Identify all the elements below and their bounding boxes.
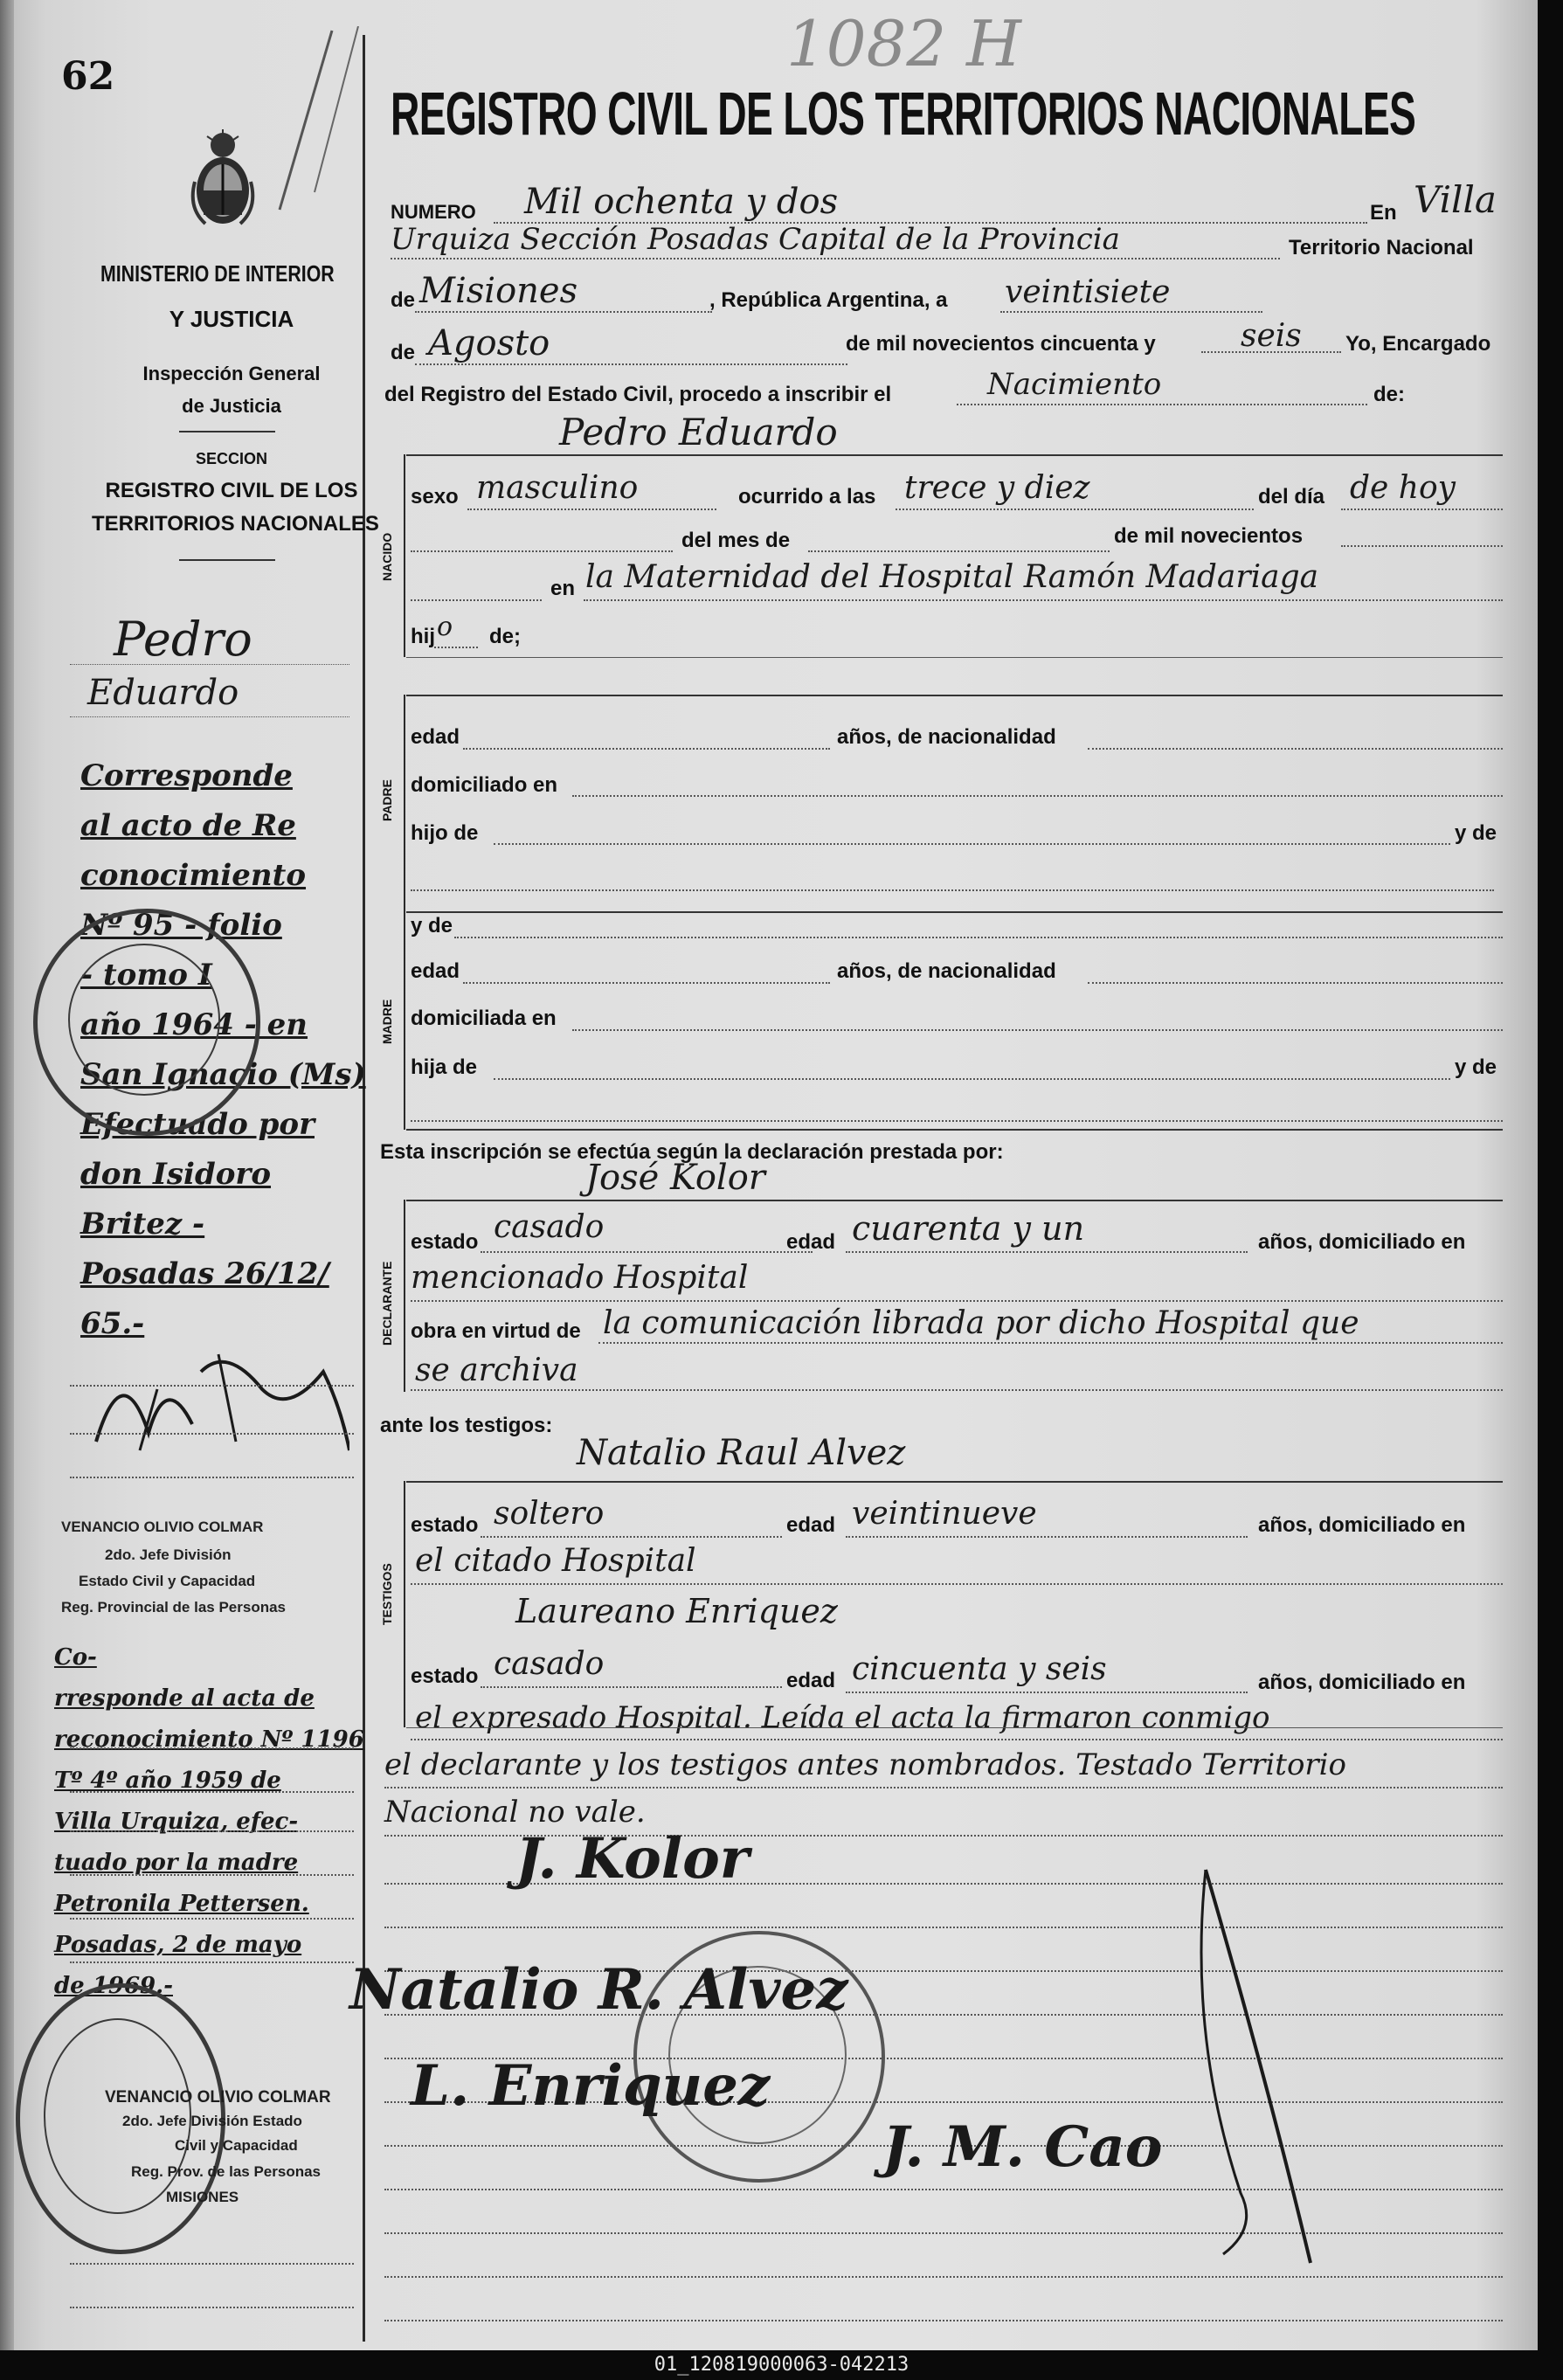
t1-edad-label: edad <box>786 1513 836 1537</box>
margin-note-line: 65.- <box>80 1306 145 1341</box>
nacido-side-label: NACIDO <box>380 532 394 581</box>
section-name-2: TERRITORIOS NACIONALES <box>92 512 379 536</box>
margin-rule <box>70 716 349 717</box>
margin-note-line: rresponde al acta de <box>54 1685 315 1712</box>
hij-line <box>434 647 478 648</box>
t2-edad-label: edad <box>786 1669 836 1692</box>
testigo-1-name: Natalio Raul Alvez <box>577 1433 906 1473</box>
numero-label: NUMERO <box>391 201 476 223</box>
mes-line-2 <box>808 550 1110 552</box>
decl-obra-label: obra en virtud de <box>411 1319 581 1343</box>
testigos-side-label: TESTIGOS <box>380 1563 394 1625</box>
acto-line <box>957 404 1367 405</box>
decl-obra-line-2 <box>411 1389 1503 1391</box>
decl-edad-label: edad <box>786 1230 836 1254</box>
margin-ruled-line <box>70 1477 354 1478</box>
padre-domicilio-line <box>572 795 1503 797</box>
mil-label-2: de mil novecientos <box>1114 524 1304 548</box>
nombre-value: Pedro Eduardo <box>559 411 838 453</box>
sexo-line <box>467 509 716 510</box>
margin-rule <box>179 559 275 561</box>
book-binding <box>0 0 14 2350</box>
inspection-name-2: de Justicia <box>182 395 281 417</box>
signature-ruled-line <box>384 2320 1503 2321</box>
margin-note-line: San Ignacio (Ms) <box>80 1057 366 1092</box>
stamp-1-line3: Estado Civil y Capacidad <box>79 1573 256 1589</box>
t2-estado-line <box>481 1686 782 1688</box>
margin-ruled-line <box>70 1874 354 1876</box>
section-rule <box>406 1200 1503 1201</box>
madre-hija-label: hija de <box>411 1055 478 1079</box>
section-rule <box>406 695 1503 696</box>
de-value: Misiones <box>419 271 578 311</box>
margin-note-line: Co- <box>54 1644 97 1671</box>
margin-signature-1 <box>87 1337 349 1468</box>
section-rule <box>406 657 1503 658</box>
territorio-label: Territorio Nacional <box>1289 236 1474 259</box>
padre-nac-line <box>1088 748 1503 750</box>
madre-anios-label: años, de nacionalidad <box>837 959 1056 983</box>
blank-line <box>1341 545 1503 547</box>
section-rule <box>406 454 1503 456</box>
del-mes-label: del mes de <box>681 529 791 552</box>
section-rule <box>406 911 1503 913</box>
blank-line <box>411 599 542 601</box>
signature-3: L. Enriquez <box>411 2053 771 2119</box>
margin-note-line: conocimiento <box>80 858 307 893</box>
section-name: REGISTRO CIVIL DE LOS <box>105 479 358 502</box>
madre-domicilio-line <box>572 1029 1503 1031</box>
madre-blank-line <box>411 1120 1503 1122</box>
declaracion-label: Esta inscripción se efectúa según la declaración prestada por: <box>380 1140 1004 1164</box>
margin-note-line: Posadas, 2 de mayo <box>54 1932 302 1958</box>
margin-note-line: don Isidoro <box>80 1157 272 1192</box>
margin-ruled-line <box>70 1747 354 1749</box>
testigos-bracket <box>404 1481 405 1727</box>
stamp-2-line2: 2do. Jefe División Estado <box>122 2113 302 2129</box>
section-label: SECCION <box>195 450 267 467</box>
margin-ruled-line <box>70 1918 354 1920</box>
numero-value: Mil ochenta y dos <box>524 182 839 222</box>
lugar-line <box>584 599 1503 601</box>
cierre-1: el declarante y los testigos antes nombrados. Testado Territorio <box>384 1747 1347 1782</box>
decl-obra-line <box>598 1342 1503 1344</box>
padre-bracket <box>404 695 405 913</box>
t1-edad-value: veintinueve <box>852 1496 1037 1532</box>
margin-ruled-line <box>70 1791 354 1793</box>
anio-value: seis <box>1241 318 1302 354</box>
de2-label: de <box>391 341 416 364</box>
decl-estado-label: estado <box>411 1230 479 1254</box>
dia-value: veintisiete <box>1005 274 1171 310</box>
margin-note-line: - tomo I <box>80 958 212 993</box>
signature-1: J. Kolor <box>515 1826 750 1892</box>
mil-label: de mil novecientos cincuenta y <box>846 332 1156 356</box>
en-value: Villa <box>1414 178 1497 221</box>
t1-estado-value: soltero <box>494 1496 605 1532</box>
t2-estado-value: casado <box>494 1646 605 1682</box>
margin-note-line: reconocimiento Nº 1196 <box>54 1726 364 1753</box>
madre-domicilio-label: domiciliada en <box>411 1007 557 1030</box>
madre-hija-line <box>494 1078 1450 1080</box>
testigos-intro-label: ante los testigos: <box>380 1414 553 1437</box>
dia-value-2: de hoy <box>1350 470 1456 506</box>
section-rule <box>406 1481 1503 1483</box>
pencil-note: 1082 H <box>786 7 1021 80</box>
page-number: 62 <box>61 54 115 99</box>
del-dia-label: del día <box>1258 485 1325 509</box>
madre-edad-line <box>463 982 830 984</box>
padre-domicilio-label: domiciliado en <box>411 773 558 797</box>
signature-2: Natalio R. Alvez <box>349 1957 848 2023</box>
margin-note-line: tuado por la madre <box>54 1850 299 1876</box>
margin-note-line: Britez - <box>80 1207 205 1242</box>
margin-note-line: de 1969.- <box>54 1973 173 1999</box>
padre-anios-label: años, de nacionalidad <box>837 725 1056 749</box>
padre-yde-label: y de <box>1455 821 1497 845</box>
padre-yde-line <box>411 889 1494 891</box>
stamp-2-name: VENANCIO OLIVIO COLMAR <box>105 2088 331 2107</box>
decl-edad-value: cuarenta y un <box>852 1209 1085 1248</box>
hij-value: o <box>437 612 453 642</box>
stamp-2-line5: MISIONES <box>166 2189 239 2205</box>
ministry-name-2: Y JUSTICIA <box>169 306 294 332</box>
en-label: En <box>1370 201 1397 225</box>
padre-side-label: PADRE <box>380 779 394 821</box>
stamp-1-line4: Reg. Provincial de las Personas <box>61 1599 287 1615</box>
decl-estado-line <box>481 1251 813 1253</box>
margin-note-line: Efectuado por <box>80 1107 315 1142</box>
madre-side-label: MADRE <box>380 999 394 1044</box>
image-id-footer: 01_120819000063-042213 <box>0 2350 1563 2380</box>
decl-anios-label: años, domiciliado en <box>1258 1230 1466 1254</box>
decl-obra-value-2: se archiva <box>415 1353 578 1388</box>
t2-edad-value: cincuenta y seis <box>852 1651 1107 1687</box>
madre-edad-label: edad <box>411 959 460 983</box>
margin-note-line: año 1964 - en <box>80 1007 308 1042</box>
t2-domicilio-value: el expresado Hospital. Leída el acta la firmaron conmigo <box>415 1700 1270 1735</box>
cierre-line-1 <box>384 1787 1503 1788</box>
republica-label: , República Argentina, a <box>709 288 948 312</box>
ministry-name: MINISTERIO DE INTERIOR <box>100 260 335 287</box>
hora-value: trece y diez <box>904 470 1090 506</box>
margin-ruled-line <box>70 1385 354 1387</box>
t1-domicilio-value: el citado Hospital <box>415 1543 696 1579</box>
decl-domicilio-line <box>411 1300 1503 1302</box>
hij-de-label: de; <box>489 625 521 648</box>
en-label-2: en <box>550 577 576 600</box>
stamp-2-line4: Reg. Prov. de las Personas <box>131 2163 321 2180</box>
t1-estado-label: estado <box>411 1513 479 1537</box>
page-title: REGISTRO CIVIL DE LOS TERRITORIOS NACIONALES <box>391 80 1416 148</box>
decl-domicilio-value: mencionado Hospital <box>411 1260 749 1296</box>
hora-line <box>896 509 1254 510</box>
t1-estado-line <box>481 1536 782 1538</box>
decl-edad-line <box>846 1251 1248 1253</box>
locality-line <box>391 258 1280 259</box>
de-line <box>415 311 712 313</box>
margin-ruled-line <box>70 2263 354 2265</box>
margin-note-line: Posadas 26/12/ <box>80 1256 329 1291</box>
margin-note-line: al acto de Re <box>80 808 296 843</box>
t1-anios-label: años, domiciliado en <box>1258 1513 1466 1537</box>
margin-rule <box>179 431 275 432</box>
blank-line <box>411 550 673 552</box>
declarante-name: José Kolor <box>585 1158 765 1198</box>
dia-line <box>1000 311 1262 313</box>
section-rule <box>406 1727 1503 1728</box>
t1-domicilio-line <box>411 1583 1503 1585</box>
ocurrido-label: ocurrido a las <box>738 485 876 509</box>
padre-hijo-line <box>494 843 1450 845</box>
acto-value: Nacimiento <box>987 367 1162 402</box>
margin-name-1: Pedro <box>114 612 252 667</box>
madre-yde-label: y de <box>411 914 453 937</box>
testigo-2-name: Laureano Enriquez <box>515 1592 838 1630</box>
padre-hijo-label: hijo de <box>411 821 479 845</box>
madre-yde2-label: y de <box>1455 1055 1497 1079</box>
decl-obra-value: la comunicación librada por dicho Hospital que <box>603 1305 1359 1341</box>
mes-line <box>415 363 847 365</box>
margin-note-line: Villa Urquiza, efec- <box>54 1809 299 1835</box>
sexo-label: sexo <box>411 485 459 509</box>
stamp-1-name: VENANCIO OLIVIO COLMAR <box>61 1519 264 1535</box>
section-rule <box>406 1129 1503 1131</box>
official-stamp-1-inner <box>68 944 220 1096</box>
t1-edad-line <box>846 1536 1248 1538</box>
signature-ruled-line <box>384 2276 1503 2278</box>
decl-estado-value: casado <box>494 1209 605 1245</box>
mes-value: Agosto <box>428 323 550 363</box>
margin-ruled-line <box>70 1433 354 1435</box>
sexo-value: masculino <box>476 470 639 506</box>
t2-domicilio-line <box>411 1739 1503 1740</box>
margin-rule <box>70 664 349 665</box>
madre-nac-line <box>1088 982 1503 984</box>
de3-label: de: <box>1373 383 1405 406</box>
registro-label: del Registro del Estado Civil, procedo a inscribir el <box>384 383 892 406</box>
padre-edad-label: edad <box>411 725 460 749</box>
hij-label: hij <box>411 625 435 648</box>
margin-ruled-line <box>70 1830 354 1832</box>
t2-estado-label: estado <box>411 1664 479 1688</box>
signature-4: J. M. Cao <box>882 2114 1163 2180</box>
nacido-bracket <box>404 454 405 657</box>
declarante-bracket <box>404 1200 405 1392</box>
de-label: de <box>391 288 416 312</box>
locality-value: Urquiza Sección Posadas Capital de la Provincia <box>391 222 1120 257</box>
t2-edad-line <box>846 1692 1248 1693</box>
cierre-2: Nacional no vale. <box>384 1795 646 1830</box>
margin-note-line: Petronila Pettersen. <box>54 1891 309 1917</box>
declarante-side-label: DECLARANTE <box>380 1261 394 1346</box>
margin-note-line: Nº 95 - folio <box>80 908 282 943</box>
margin-ruled-line <box>70 2307 354 2308</box>
stamp-1-line2: 2do. Jefe División <box>105 1546 232 1563</box>
dia-line-2 <box>1341 509 1503 510</box>
margin-name-2: Eduardo <box>87 673 239 713</box>
padre-edad-line <box>463 748 830 750</box>
coat-of-arms-icon <box>188 129 258 234</box>
madre-yde-line <box>454 937 1503 938</box>
margin-ruled-line <box>70 1961 354 1963</box>
inspection-name: Inspección General <box>142 363 321 384</box>
lugar-value: la Maternidad del Hospital Ramón Madariaga <box>585 559 1319 595</box>
t2-anios-label: años, domiciliado en <box>1258 1671 1466 1694</box>
madre-bracket <box>404 911 405 1130</box>
stamp-2-line3: Civil y Capacidad <box>175 2137 298 2154</box>
margin-note-line: Tº 4º año 1959 de <box>54 1768 281 1794</box>
signature-flourish <box>1136 1861 1398 2272</box>
margin-note-line: Corresponde <box>80 758 293 793</box>
yo-label: Yo, Encargado <box>1345 332 1491 356</box>
